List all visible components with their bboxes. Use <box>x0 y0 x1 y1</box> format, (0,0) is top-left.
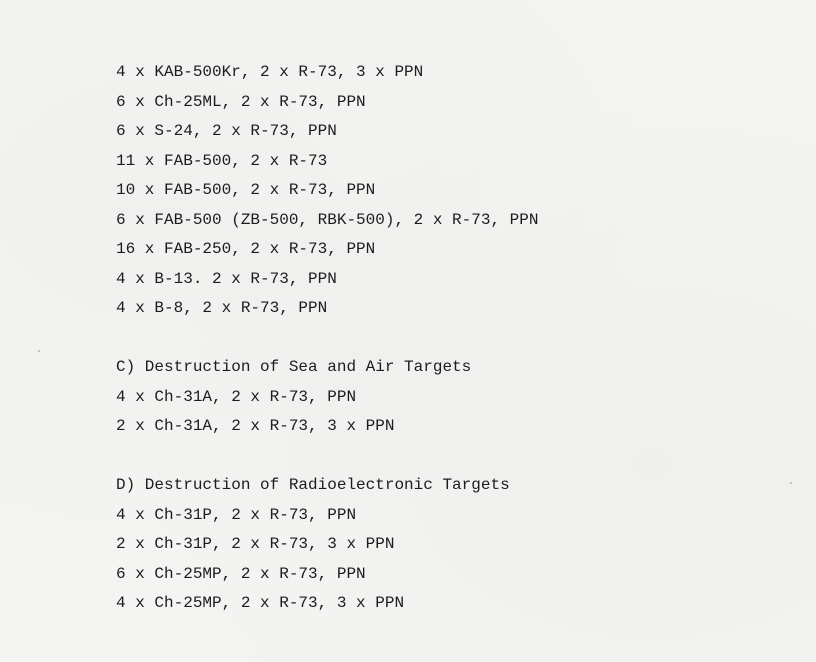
loadout-line: 4 x KAB-500Kr, 2 x R-73, 3 x PPN <box>116 63 424 81</box>
loadout-line: 2 x Ch-31A, 2 x R-73, 3 x PPN <box>116 417 395 435</box>
section-c-title: C) Destruction of Sea and Air Targets <box>116 358 472 376</box>
loadout-line: 4 x Ch-31P, 2 x R-73, PPN <box>116 505 357 524</box>
loadout-line: 2 x Ch-31P, 2 x R-73, 3 x PPN <box>116 535 395 553</box>
section-gap <box>116 324 796 354</box>
loadout-line: 16 x FAB-250, 2 x R-73, PPN <box>116 240 376 258</box>
loadout-line: 11 x FAB-500, 2 x R-73 <box>116 151 328 170</box>
scan-speck <box>790 482 792 484</box>
loadout-line: 4 x B-8, 2 x R-73, PPN <box>116 299 328 317</box>
section-c <box>116 353 796 442</box>
loadout-line: 6 x Ch-25ML, 2 x R-73, PPN <box>116 92 366 111</box>
loadout-list-a <box>116 58 796 324</box>
loadout-line: 6 x S-24, 2 x R-73, PPN <box>116 122 337 140</box>
section-d <box>116 471 796 619</box>
scan-speck <box>38 350 40 352</box>
loadout-line: 4 x B-13. 2 x R-73, PPN <box>116 269 337 288</box>
loadout-line: 4 x Ch-25MP, 2 x R-73, 3 x PPN <box>116 594 405 612</box>
loadout-line: 6 x Ch-25MP, 2 x R-73, PPN <box>116 564 366 583</box>
section-gap <box>116 442 796 472</box>
loadout-line: 6 x FAB-500 (ZB-500, RBK-500), 2 x R-73, PPN <box>116 210 539 229</box>
section-d-title: D) Destruction of Radioelectronic Targets <box>116 476 510 494</box>
loadout-line: 10 x FAB-500, 2 x R-73, PPN <box>116 181 376 199</box>
loadout-text <box>116 58 796 619</box>
loadout-line: 4 x Ch-31A, 2 x R-73, PPN <box>116 387 357 406</box>
